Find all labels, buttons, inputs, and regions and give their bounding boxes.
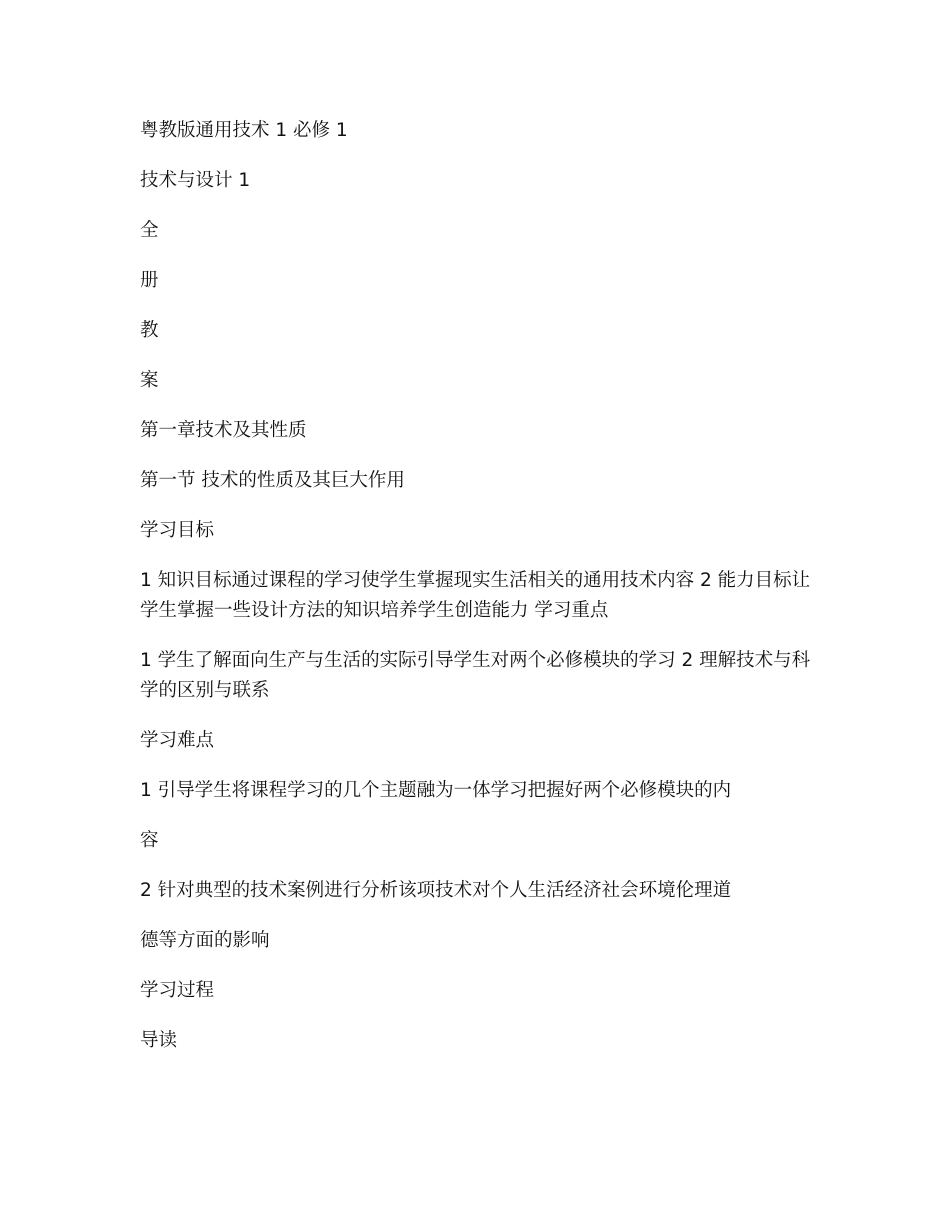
chapter-heading: 第一章技术及其性质 [140,420,307,441]
guide-reading-heading: 导读 [140,1030,178,1051]
learning-objectives-heading: 学习目标 [140,520,215,541]
difficulties-heading: 学习难点 [140,730,215,751]
title-char: 册 [140,270,159,291]
title-char: 案 [140,370,159,391]
title-char: 全 [140,220,159,241]
difficulty-item-1-cont: 容 [140,830,159,851]
document-subtitle: 技术与设计 1 [140,170,251,191]
document-title: 粤教版通用技术 1 必修 1 [140,120,348,141]
title-char: 教 [140,320,159,341]
difficulty-item-1: 1 引导学生将课程学习的几个主题融为一体学习把握好两个必修模块的内 [140,780,732,801]
key-points-text: 1 学生了解面向生产与生活的实际引导学生对两个必修模块的学习 2 理解技术与科学的区别与联系 [140,650,811,701]
section-heading: 第一节 技术的性质及其巨大作用 [140,470,405,491]
learning-objectives-text: 1 知识目标通过课程的学习使学生掌握现实生活相关的通用技术内容 2 能力目标让学生掌握一些设计方法的知识培养学生创造能力 学习重点 [140,570,811,621]
document-body [140,116,812,1056]
difficulty-item-2-cont: 德等方面的影响 [140,930,270,951]
difficulty-item-2: 2 针对典型的技术案例进行分析该项技术对个人生活经济社会环境伦理道 [140,880,732,901]
learning-process-heading: 学习过程 [140,980,215,1001]
